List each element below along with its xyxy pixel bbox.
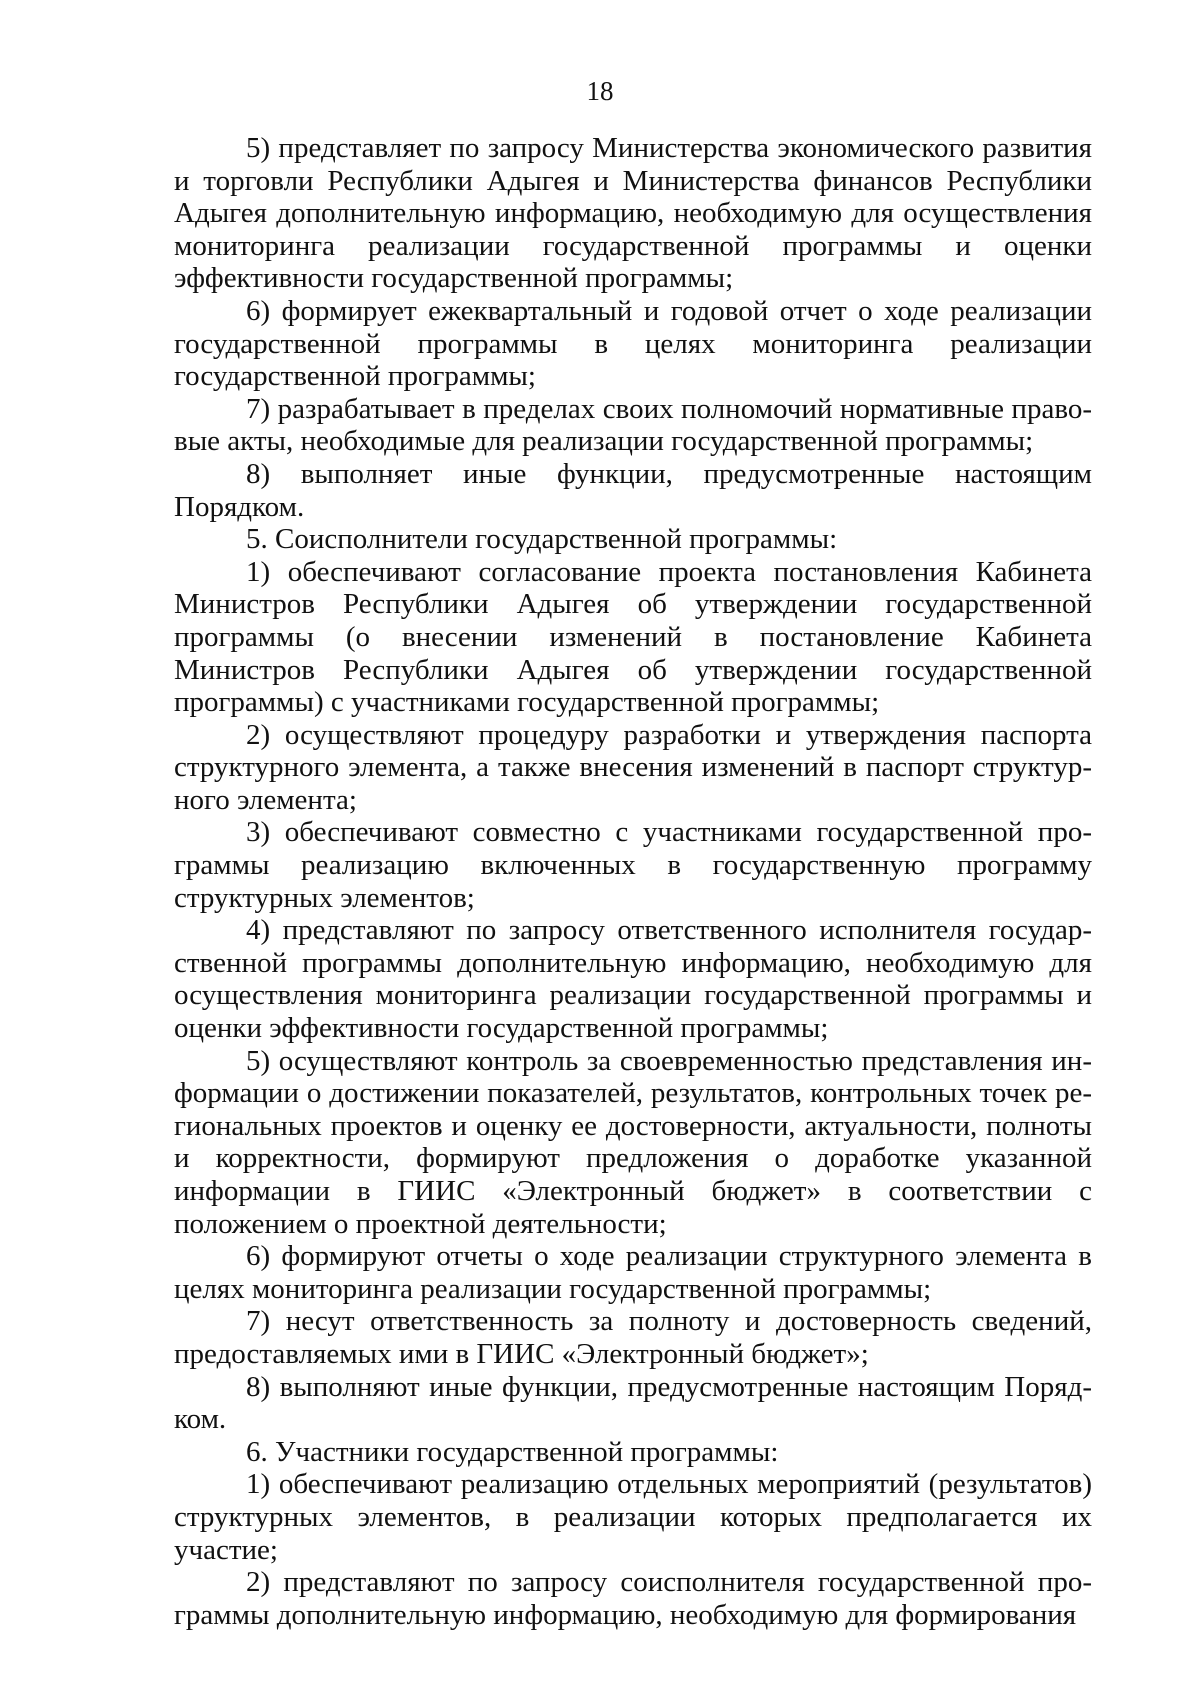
- paragraph: 7) несут ответственность за полноту и достоверность сведений, предоставляемых ими в ГИИС «Электронный бюджет»;: [174, 1305, 1092, 1370]
- paragraph: 6) формируют отчеты о ходе реализации структурного элемента в целях мониторинга реализации государственной программы;: [174, 1240, 1092, 1305]
- paragraph: 6) формирует ежеквартальный и годовой отчет о ходе реализации государственной программы в целях мониторинга реализации государственной программы;: [174, 294, 1092, 393]
- paragraph: 2) осуществляют процедуру разработки и утверждения паспорта структурного элемента, а также внесения изменений в паспорт структурного элемента;: [174, 718, 1092, 816]
- paragraph: 5. Соисполнители государственной программы:: [246, 523, 838, 556]
- paragraph: 2) представляют по запросу соисполнителя государственной программы дополнительную информацию, необходимую для формирования: [174, 1566, 1092, 1631]
- paragraph: 1) обеспечивают реализацию отдельных мероприятий (результатов) структурных элементов, в реализации которых предполагается их участие;: [174, 1468, 1092, 1566]
- page-number: 18: [586, 76, 614, 106]
- paragraph: 6. Участники государственной программы:: [246, 1435, 779, 1468]
- paragraph: 4) представляют по запросу ответственного исполнителя государственной программы дополнительную информацию, необходимую для осуществления мониторинга реализации государственной программы и оценки эффективности государственной программы;: [174, 914, 1092, 1045]
- paragraph: 5) осуществляют контроль за своевременностью представления информации о достижении показателей, результатов, контрольных точек региональных проектов и оценку ее достоверности, актуальности, полноты и корректности, формируют предложения о доработке указанной информации в ГИИС «Электронный бюджет» в соответствии с положением о проектной деятельности;: [174, 1044, 1092, 1240]
- paragraph: 5) представляет по запросу Министерства экономического развития и торговли Республики Адыгея и Министерства финансов Республики Адыгея дополнительную информацию, необходимую для осуществления мониторинга реализации государственной программы и оценки эффективности государственной программы;: [174, 132, 1092, 295]
- paragraph: 7) разрабатывает в пределах своих полномочий нормативные правовые акты, необходимые для реализации государственной программы;: [174, 392, 1092, 458]
- paragraph: 8) выполняет иные функции, предусмотренные настоящим Порядком.: [174, 457, 1092, 523]
- paragraph: 8) выполняют иные функции, предусмотренные настоящим Порядком.: [174, 1370, 1092, 1436]
- document-body: [174, 132, 1092, 1631]
- paragraph: 1) обеспечивают согласование проекта постановления Кабинета Министров Республики Адыгея об утверждении государственной программы (о внесении изменений в постановление Кабинета Министров Республики Адыгея об утверждении государственной программы) с участниками государственной программы;: [174, 555, 1092, 719]
- paragraph: 3) обеспечивают совместно с участниками государственной программы реализацию включенных в государственную программу структурных элементов;: [174, 816, 1092, 914]
